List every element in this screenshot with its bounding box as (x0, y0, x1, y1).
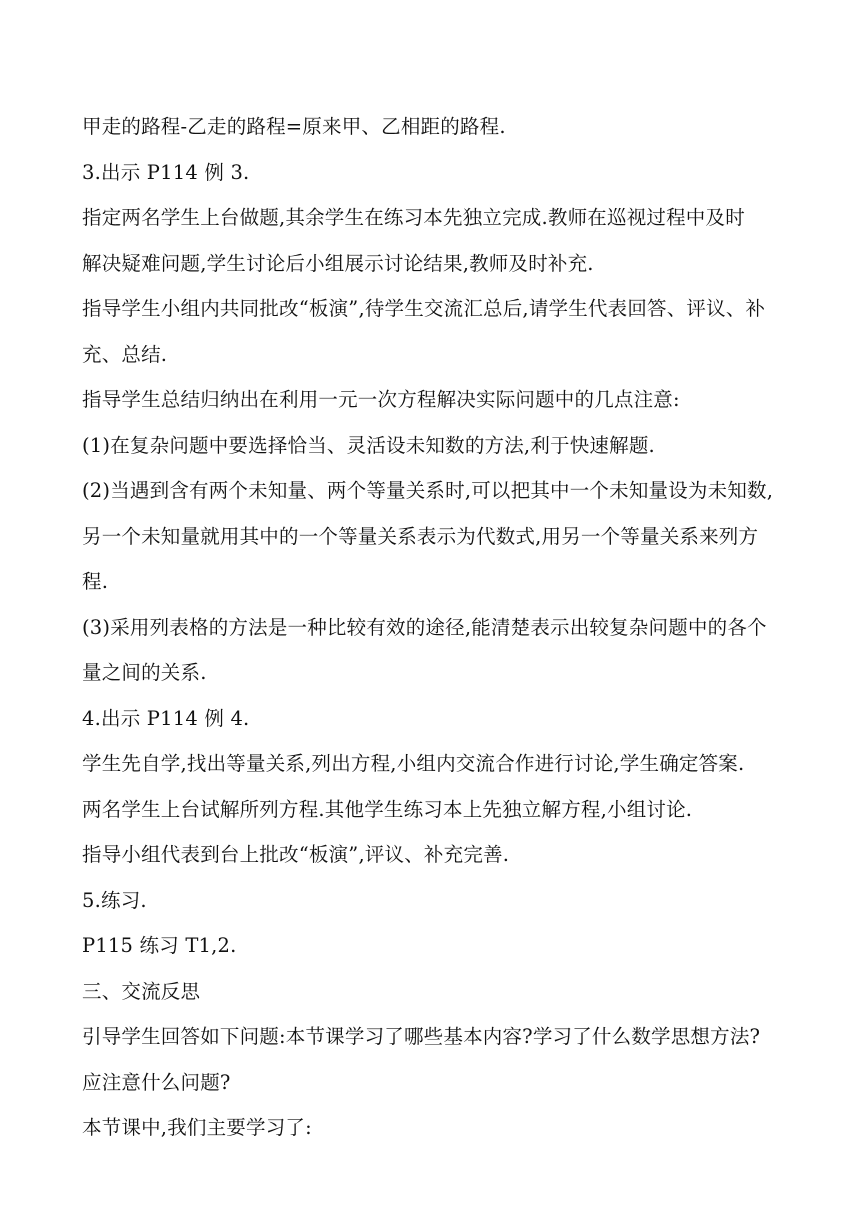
text-line: 5.练习. (82, 888, 147, 912)
text-line: 解决疑难问题,学生讨论后小组展示讨论结果,教师及时补充. (82, 251, 594, 275)
text-line: 引导学生回答如下问题:本节课学习了哪些基本内容?学习了什么数学思想方法? (82, 1025, 761, 1048)
text-line: (3)采用列表格的方法是一种比较有效的途径,能清楚表示出较复杂问题中的各个 (82, 615, 767, 639)
text-line: 3.出示 P114 例 3. (82, 160, 250, 184)
text-line: 量之间的关系. (82, 661, 207, 684)
text-line: 甲走的路程-乙走的路程=原来甲、乙相距的路程. (82, 115, 506, 138)
text-line: (2)当遇到含有两个未知量、两个等量关系时,可以把其中一个未知量设为未知数, (82, 479, 774, 502)
text-line: 指定两名学生上台做题,其余学生在练习本先独立完成.教师在巡视过程中及时 (82, 206, 745, 229)
text-line: 学生先自学,找出等量关系,列出方程,小组内交流合作进行讨论,学生确定答案. (82, 752, 745, 775)
text-line: 4.出示 P114 例 4. (82, 706, 250, 730)
text-line: 两名学生上台试解所列方程.其他学生练习本上先独立解方程,小组讨论. (82, 797, 693, 821)
text-line: 本节课中,我们主要学习了: (82, 1116, 312, 1139)
text-line: 充、总结. (82, 342, 168, 366)
text-line: 程. (82, 570, 109, 593)
text-line: 指导学生小组内共同批改“板演”,待学生交流汇总后,请学生代表回答、评议、补 (82, 297, 766, 320)
text-line: (1)在复杂问题中要选择恰当、灵活设未知数的方法,利于快速解题. (82, 433, 655, 457)
text-line: 指导小组代表到台上批改“板演”,评议、补充完善. (82, 843, 510, 866)
text-line: 另一个未知量就用其中的一个等量关系表示为代数式,用另一个等量关系来列方 (82, 524, 759, 548)
text-line: P115 练习 T1,2. (82, 934, 237, 957)
section-heading: 三、交流反思 (82, 979, 201, 1003)
document-body (82, 108, 782, 1155)
text-line: 指导学生总结归纳出在利用一元一次方程解决实际问题中的几点注意: (82, 388, 680, 411)
text-line: 应注意什么问题? (82, 1070, 231, 1094)
